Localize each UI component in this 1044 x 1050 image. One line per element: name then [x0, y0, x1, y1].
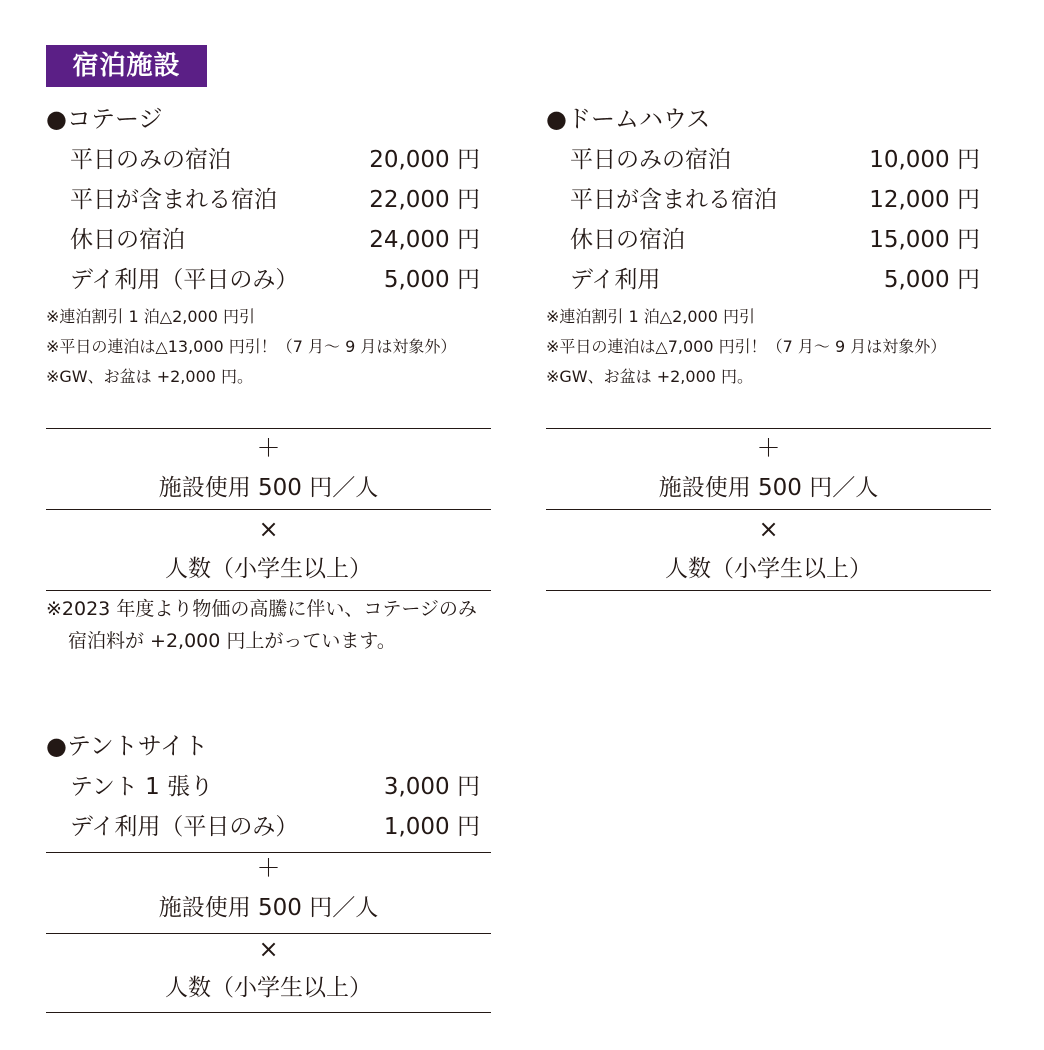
- price-label: デイ利用（平日のみ）: [70, 814, 299, 840]
- tent-block: [46, 728, 480, 847]
- divider: [46, 1012, 491, 1013]
- price-label: テント 1 張り: [70, 774, 214, 800]
- price-row: [46, 220, 480, 260]
- price-label: 平日のみの宿泊: [570, 147, 731, 173]
- price-row: [546, 220, 980, 260]
- cottage-title: ●コテージ: [46, 105, 163, 133]
- footnote-line: ※2023 年度より物価の高騰に伴い、コテージのみ: [46, 598, 477, 620]
- plus-sign: ＋: [256, 434, 281, 462]
- price-label: 休日の宿泊: [70, 227, 185, 253]
- price-value: 24,000 円: [369, 227, 480, 253]
- price-row: [46, 807, 480, 847]
- price-value: 5,000 円: [883, 267, 980, 293]
- facility-fee: 施設使用 500 円／人: [158, 475, 379, 501]
- times-sign: ×: [258, 515, 279, 543]
- times-sign: ×: [258, 935, 279, 963]
- dome-block: [546, 101, 980, 392]
- price-value: 1,000 円: [383, 814, 480, 840]
- dome-notes: [546, 302, 980, 392]
- divider: [46, 590, 491, 591]
- price-value: 22,000 円: [369, 187, 480, 213]
- price-label: デイ利用（平日のみ）: [70, 267, 299, 293]
- note: ※GW、お盆は +2,000 円。: [546, 367, 754, 386]
- price-value: 3,000 円: [383, 774, 480, 800]
- plus-sign: ＋: [756, 434, 781, 462]
- price-row: [46, 140, 480, 180]
- price-label: デイ利用: [570, 267, 661, 293]
- price-row: [546, 140, 980, 180]
- cottage-block: [46, 101, 480, 392]
- price-row: [546, 180, 980, 220]
- price-label: 平日が含まれる宿泊: [570, 187, 777, 213]
- footnote-line: 宿泊料が +2,000 円上がっています。: [68, 630, 396, 652]
- plus-sign: ＋: [256, 854, 281, 882]
- price-value: 5,000 円: [383, 267, 480, 293]
- price-footnote: [46, 593, 477, 657]
- person-count: 人数（小学生以上）: [165, 975, 372, 1001]
- price-value: 10,000 円: [869, 147, 980, 173]
- price-row: [546, 260, 980, 300]
- price-label: 休日の宿泊: [570, 227, 685, 253]
- price-value: 20,000 円: [369, 147, 480, 173]
- price-label: 平日のみの宿泊: [70, 147, 231, 173]
- divider: [546, 590, 991, 591]
- price-row: [46, 767, 480, 807]
- facility-fee: 施設使用 500 円／人: [658, 475, 879, 501]
- cottage-formula: [46, 428, 491, 591]
- note: ※平日の連泊は△7,000 円引！（7 月～ 9 月は対象外）: [546, 337, 947, 356]
- note: ※連泊割引 1 泊△2,000 円引: [46, 307, 255, 326]
- tent-formula: [46, 852, 491, 1013]
- price-row: [46, 260, 480, 300]
- person-count: 人数（小学生以上）: [165, 556, 372, 582]
- note: ※平日の連泊は△13,000 円引！（7 月～ 9 月は対象外）: [46, 337, 457, 356]
- tent-title: ●テントサイト: [46, 732, 209, 760]
- dome-formula: [546, 428, 991, 591]
- price-row: [46, 180, 480, 220]
- person-count: 人数（小学生以上）: [665, 556, 872, 582]
- price-value: 15,000 円: [869, 227, 980, 253]
- note: ※連泊割引 1 泊△2,000 円引: [546, 307, 755, 326]
- price-label: 平日が含まれる宿泊: [70, 187, 277, 213]
- times-sign: ×: [758, 515, 779, 543]
- dome-title: ●ドームハウス: [546, 105, 711, 133]
- facility-fee: 施設使用 500 円／人: [158, 895, 379, 921]
- section-heading: 宿泊施設: [46, 45, 207, 87]
- note: ※GW、お盆は +2,000 円。: [46, 367, 254, 386]
- price-value: 12,000 円: [869, 187, 980, 213]
- cottage-notes: [46, 302, 480, 392]
